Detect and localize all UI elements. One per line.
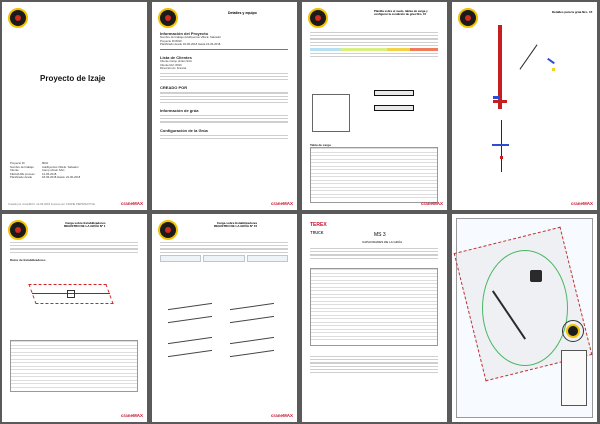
info-row: Nombre del trabajo Adolbyentos Villa E. Salvador: [160, 36, 222, 39]
logo-icon: [566, 324, 580, 338]
crane-detail-page: [452, 2, 597, 210]
brand-mark: craneMAX: [120, 413, 143, 418]
page-heading: Detalles para la grúa Nro. 15: [552, 10, 593, 14]
crane-plan-line: [501, 120, 502, 172]
info-row: Proyecto ID 8010: [160, 39, 182, 43]
logo-icon: [458, 8, 478, 28]
load-hook: [552, 68, 555, 71]
capacity-scale: [310, 48, 438, 51]
details-content: [160, 26, 288, 141]
logo-icon: [8, 8, 28, 28]
outrigger-diagram: [32, 284, 110, 304]
capacity-text: [310, 246, 438, 261]
load-table-content: [310, 30, 438, 59]
capacity-table: [310, 268, 438, 346]
section-crane-config: Configuración de la Grúa: [160, 127, 208, 133]
notes: [310, 354, 438, 375]
crane-cabin: [493, 96, 499, 99]
load-diagrams: [164, 302, 284, 372]
crane-arm: [547, 58, 555, 64]
client-row: Cliente Camp obrain SAC: [160, 59, 193, 63]
title-block: [561, 350, 587, 406]
logo-icon: [158, 8, 178, 28]
outrigger-page-2: [152, 214, 297, 422]
capacity-page: [302, 214, 447, 422]
brand-mark: craneMAX: [270, 413, 293, 418]
working-radius: [482, 250, 568, 366]
crane-boom: [519, 44, 537, 69]
crane-body: [530, 270, 542, 282]
diagram-box: [374, 90, 414, 96]
terex-brand: TEREX: [310, 222, 327, 228]
section-crane-info: Información de grúa: [160, 108, 199, 114]
client-row: Dirección Av. Francia: [160, 67, 187, 71]
brand-mark: craneMAX: [420, 201, 443, 206]
cover-page: [2, 2, 147, 210]
details-page: [152, 2, 297, 210]
brand-mark: craneMAX: [120, 201, 143, 206]
info-row: Planificado desde 18-06-2018 Hasta 22-06-2018: [160, 43, 221, 47]
brand-mark: craneMAX: [270, 201, 293, 206]
project-metadata: Proyecto ID 8010 Nombre del trabajo Adolbyentos Villa E. Salvador Cliente Camp obrain SAC FECHA DE proceso 12-06-2018 Planificado desde 18-06-2018 Hasta: 22-06-2018: [10, 162, 81, 180]
footer: Creado por craneMAX, 12-06-2018 Impreso por CRANE PERSPECTIVE: [8, 203, 95, 206]
crane-sketch: [312, 94, 350, 132]
crane-code: MS 3: [374, 232, 386, 238]
logo-icon: [8, 220, 28, 240]
crane-plan-arm: [492, 144, 509, 146]
outrigger-content: [10, 240, 138, 262]
page-heading: Detalles y equipo: [228, 11, 257, 15]
crane-plan-center: [500, 156, 503, 159]
logo-icon: [308, 8, 328, 28]
table-title: Tabla de carga: [310, 143, 331, 147]
section-created-by: CREADO POR: [160, 85, 188, 91]
section-clients: Lista de Clientes: [160, 54, 192, 60]
diagram-box: [374, 105, 414, 111]
page-heading: Carga sobre Estabilizadores REGISTRO DE LA GRÚA Nº 1: [64, 221, 106, 229]
load-table: [310, 138, 438, 203]
load-table-page: [302, 2, 447, 210]
brand-mark: craneMAX: [570, 201, 593, 206]
document-title: Proyecto de Izaje: [40, 74, 106, 83]
section-outriggers: Datos de Estabilizadores: [10, 257, 46, 262]
layout-drawing-page: [452, 214, 597, 422]
logo-icon: [158, 220, 178, 240]
client-row: Cliente Ref. 8010: [160, 63, 182, 67]
outrigger-table: [10, 340, 138, 392]
page-heading: Carga sobre Estabilizadores REGISTRO DE LA GRÚA Nº 15: [214, 221, 258, 229]
outrigger-page: [2, 214, 147, 422]
outrigger-content: [160, 240, 288, 262]
section-project-info: Información del Proyecto: [160, 31, 209, 36]
model-code: TRUCK: [310, 231, 324, 236]
crane-base: [493, 100, 507, 103]
crane-subtitle: CAPACIDADES DE LA GRÚA: [362, 240, 403, 244]
page-heading: Planilla sobre el suelo, tablas de carga y configurar la condición de grua Nro. 15: [374, 9, 428, 17]
